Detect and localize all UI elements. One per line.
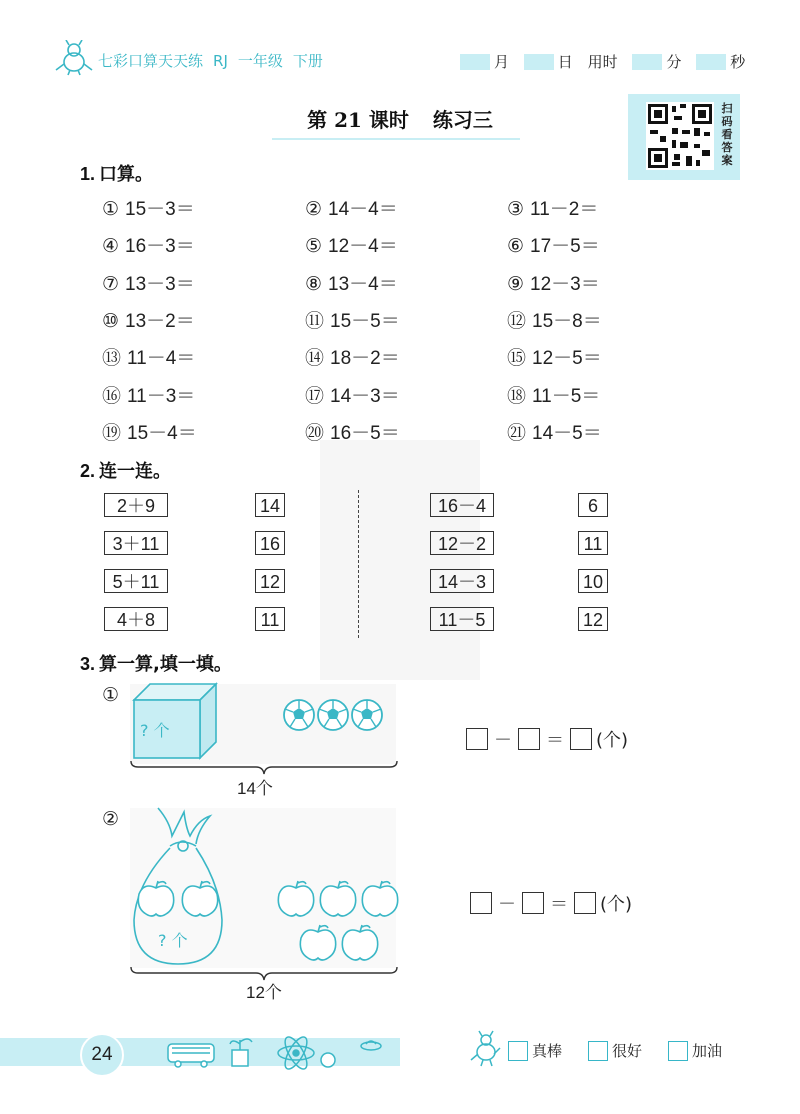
section-2-heading — [80, 457, 171, 483]
answer-blank[interactable] — [466, 728, 488, 750]
oral-problem — [102, 343, 195, 370]
connect-left-answer[interactable]: 12 — [255, 569, 285, 593]
page-number: 24 — [80, 1033, 124, 1077]
mascot-small-icon — [468, 1028, 502, 1068]
problem-marker: ⑳ — [305, 421, 325, 444]
problem-text: 14－5＝ — [532, 422, 602, 444]
atom-icon — [278, 1036, 314, 1070]
rating-good[interactable] — [588, 1040, 642, 1061]
section-title: 口算。 — [99, 164, 154, 185]
lesson-number: 第 21 课时 — [307, 108, 409, 132]
rating-keep-going[interactable] — [668, 1040, 722, 1061]
connect-left-expr[interactable]: 2＋9 — [104, 493, 168, 517]
oral-problem — [305, 306, 400, 333]
plant-icon — [230, 1039, 252, 1066]
equals-sign: ＝ — [550, 894, 568, 914]
answer-blank[interactable] — [522, 892, 544, 914]
section-title: 算一算,填一填。 — [99, 654, 232, 675]
series-name: 七彩口算天天练 — [98, 52, 204, 70]
bag-unknown-label: ? 个 — [158, 931, 188, 950]
date-time-bar — [460, 51, 755, 69]
problem-marker: ① — [102, 198, 120, 220]
section-number: 1. — [80, 164, 96, 184]
series-volume: 下册 — [292, 52, 323, 70]
problem-marker: ㉑ — [507, 421, 527, 444]
problem-marker: ⑥ — [507, 235, 525, 258]
problem-marker: ⑨ — [507, 272, 525, 295]
problem-marker: ② — [102, 808, 120, 830]
connect-right-expr[interactable]: 16－4 — [430, 493, 494, 517]
apple-icon — [342, 925, 377, 960]
answer-blank[interactable] — [470, 892, 492, 914]
bus-icon — [168, 1044, 214, 1067]
problem-marker: ⑫ — [507, 309, 527, 332]
oral-problem — [102, 418, 197, 445]
outside-apples — [276, 880, 402, 964]
equals-sign: ＝ — [546, 730, 564, 750]
problem-marker: ① — [102, 684, 120, 706]
problem-marker: ⑰ — [305, 384, 325, 407]
checkbox-icon[interactable] — [668, 1041, 688, 1061]
oral-problem — [305, 194, 398, 221]
equation-1 — [466, 726, 628, 752]
s3-marker-2 — [102, 808, 125, 831]
rating-label: 加油 — [692, 1042, 723, 1060]
connect-left-expr[interactable]: 4＋8 — [104, 607, 168, 631]
second-label: 秒 — [730, 53, 746, 71]
mascot-icon — [52, 40, 96, 76]
problem-marker: ⑤ — [305, 235, 323, 258]
unit-label: (个) — [596, 730, 629, 751]
rating-label: 很好 — [612, 1042, 643, 1060]
oral-problem — [507, 231, 600, 258]
oral-problem — [507, 306, 602, 333]
problem-text: 15－8＝ — [532, 310, 602, 332]
section-1-heading — [80, 160, 153, 186]
apple-icon — [362, 881, 397, 916]
problem-marker: ② — [305, 198, 323, 220]
checkbox-icon[interactable] — [588, 1041, 608, 1061]
problem-text: 14－3＝ — [330, 385, 400, 407]
soccer-ball-icon — [284, 700, 314, 730]
connect-left-answer[interactable]: 14 — [255, 493, 285, 517]
background-watermark — [320, 440, 480, 680]
problem-marker: ⑭ — [305, 347, 325, 370]
problem-text: 17－5＝ — [530, 236, 600, 258]
second-field[interactable] — [696, 54, 726, 70]
qr-char: 看 — [721, 128, 733, 141]
answer-blank[interactable] — [518, 728, 540, 750]
box-unknown-label: ? 个 — [140, 721, 170, 740]
connect-left-answer[interactable]: 11 — [255, 607, 285, 631]
minute-field[interactable] — [632, 54, 662, 70]
minus-sign: － — [498, 894, 516, 914]
s3-marker-1 — [102, 684, 125, 707]
connect-right-answer[interactable]: 6 — [578, 493, 608, 517]
problem-text: 14－4＝ — [328, 199, 398, 220]
series-grade: 一年级 — [237, 52, 283, 70]
soccer-ball-icon — [318, 700, 348, 730]
series-title — [98, 50, 333, 71]
problem-marker: ⑧ — [305, 272, 323, 295]
qr-code-icon[interactable] — [646, 102, 714, 170]
problem-text: 11－2＝ — [530, 199, 599, 220]
minute-label: 分 — [666, 53, 682, 71]
connect-right-expr[interactable]: 11－5 — [430, 607, 494, 631]
problem-marker: ⑬ — [102, 347, 122, 370]
apple-icon — [300, 925, 335, 960]
answer-blank[interactable] — [570, 728, 592, 750]
lesson-name: 练习三 — [432, 108, 493, 132]
total-label-1: 14个 — [237, 779, 273, 798]
qr-char: 答 — [721, 141, 733, 154]
problem-text: 12－4＝ — [328, 236, 398, 258]
oral-problem — [305, 381, 400, 408]
problem-text: 12－5＝ — [532, 348, 602, 370]
section-number: 3. — [80, 654, 96, 674]
oral-problem — [305, 231, 398, 258]
problem-text: 11－5＝ — [532, 385, 601, 407]
problem-text: 13－3＝ — [125, 273, 195, 295]
section-title: 连一连。 — [99, 461, 172, 482]
oral-problem — [102, 306, 195, 333]
equation-2 — [470, 890, 632, 916]
month-label: 月 — [494, 53, 510, 71]
qr-char: 案 — [721, 154, 733, 167]
apple-icon — [182, 881, 217, 916]
section-number: 2. — [80, 461, 96, 481]
oral-problem — [102, 269, 195, 296]
oral-problem — [507, 269, 600, 296]
connect-left-answer[interactable]: 16 — [255, 531, 285, 555]
section-3-heading — [80, 650, 232, 676]
title-underline — [272, 138, 520, 140]
oral-problem — [102, 194, 195, 221]
problem-marker: ⑪ — [305, 309, 325, 332]
connect-left-expr[interactable]: 3＋11 — [104, 531, 168, 555]
rating-label: 真棒 — [532, 1042, 563, 1060]
problem-marker: ⑮ — [507, 347, 527, 370]
connect-left-expr[interactable]: 5＋11 — [104, 569, 168, 593]
problem-text: 13－2＝ — [125, 310, 195, 332]
oral-problem — [102, 231, 195, 258]
problem-text: 12－3＝ — [530, 273, 600, 295]
qr-caption — [718, 102, 736, 167]
connect-right-answer[interactable]: 12 — [578, 607, 608, 631]
problem-marker: ⑲ — [102, 421, 122, 444]
oral-problem — [507, 418, 602, 445]
problem-marker: ⑯ — [102, 384, 122, 407]
connect-right-expr[interactable]: 14－3 — [430, 569, 494, 593]
oral-problem — [507, 343, 602, 370]
problem-text: 18－2＝ — [330, 348, 400, 370]
checkbox-icon[interactable] — [508, 1041, 528, 1061]
problem-text: 15－4＝ — [127, 422, 197, 444]
problem-text: 15－5＝ — [330, 310, 400, 332]
rating-excellent[interactable] — [508, 1040, 562, 1061]
apple-icon — [138, 881, 173, 916]
answer-blank[interactable] — [574, 892, 596, 914]
total-label-2: 12个 — [246, 983, 282, 1002]
connect-right-answer[interactable]: 10 — [578, 569, 608, 593]
ball-icon — [321, 1053, 335, 1067]
soccer-ball-icon — [352, 700, 382, 730]
day-field[interactable] — [524, 54, 554, 70]
problem-text: 11－3＝ — [127, 385, 196, 407]
time-used-label: 用时 — [587, 53, 618, 71]
ufo-icon — [361, 1041, 381, 1050]
problem-marker: ③ — [507, 198, 525, 220]
problem-text: 16－5＝ — [330, 422, 400, 444]
bag-apples — [136, 880, 222, 920]
oral-problem — [507, 381, 600, 408]
column-divider — [358, 490, 359, 638]
qr-char: 码 — [721, 115, 733, 128]
footer-decorations — [166, 1036, 396, 1070]
apple-icon — [320, 881, 355, 916]
problem-text: 15－3＝ — [125, 199, 195, 220]
oral-problem — [102, 381, 195, 408]
soccer-balls — [282, 697, 384, 733]
problem-marker: ⑱ — [507, 384, 527, 407]
series-edition: RJ — [213, 52, 228, 70]
unit-label: (个) — [600, 894, 633, 915]
oral-problem — [305, 269, 398, 296]
oral-problem — [507, 194, 598, 221]
problem-text: 13－4＝ — [328, 273, 398, 295]
apple-icon — [278, 881, 313, 916]
connect-right-expr[interactable]: 12－2 — [430, 531, 494, 555]
day-label: 日 — [557, 53, 573, 71]
qr-char: 扫 — [721, 102, 733, 115]
oral-problem — [305, 343, 400, 370]
problem-text: 16－3＝ — [125, 236, 195, 258]
problem-marker: ⑦ — [102, 272, 120, 295]
problem-marker: ④ — [102, 235, 120, 258]
oral-problem — [305, 418, 400, 445]
minus-sign: － — [494, 730, 512, 750]
problem-text: 11－4＝ — [127, 348, 196, 370]
problem-marker: ⑩ — [102, 309, 120, 332]
connect-right-answer[interactable]: 11 — [578, 531, 608, 555]
month-field[interactable] — [460, 54, 490, 70]
